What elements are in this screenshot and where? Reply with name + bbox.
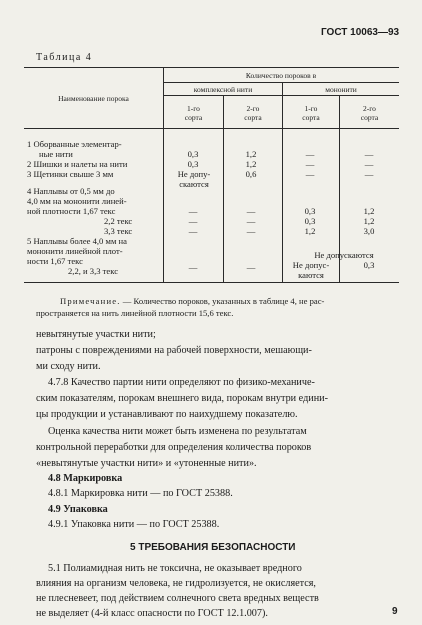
row1-value-c1: 0,3 — [187, 149, 199, 159]
row4c-value-c1: — — [188, 226, 198, 236]
row3-value-m2: — — [364, 169, 374, 179]
row3-value-m1: — — [305, 169, 315, 179]
subgroup-rule — [163, 95, 399, 96]
row4a-value-m2: 1,2 — [363, 206, 375, 216]
section5-line3: не плесневеет, под действием солнечного света вредных веществ — [36, 593, 319, 604]
row4b-value-c2: — — [246, 216, 256, 226]
row4b-value-m2: 1,2 — [363, 216, 375, 226]
row1-name-line2: ные нити — [39, 149, 73, 159]
text-line-p1: невытянутые участки нити; — [36, 329, 156, 340]
text-line-p2b: ми сходу нити. — [36, 361, 101, 372]
table-top-rule — [24, 67, 399, 68]
heading-4-9: 4.9 Упаковка — [48, 504, 108, 515]
row2-value-c2: 1,2 — [245, 159, 257, 169]
header-grade2-mono: 2-го сорта — [360, 104, 379, 122]
row4-name-line3: ной плотности 1,67 текс — [27, 206, 116, 216]
text-line-p4c: «невытянутые участки нити» и «утоненные нити». — [36, 458, 257, 469]
table-header-rule — [24, 128, 399, 129]
table-note-line2: пространяется на нить линейной плотности 15,6 текс. — [36, 308, 234, 318]
text-line-p3a: 4.7.8 Качество партии нити определяют по физико-механиче- — [48, 377, 315, 388]
row4c-value-m1: 1,2 — [304, 226, 316, 236]
row4-name-line5: 3,3 текс — [104, 226, 133, 236]
row1-value-m1: — — [305, 149, 315, 159]
row4c-value-m2: 3,0 — [363, 226, 375, 236]
table-bottom-rule — [24, 282, 399, 283]
document-id: ГОСТ 10063—93 — [321, 27, 400, 38]
header-complex-yarn: комплексной нити — [193, 85, 253, 94]
row4a-value-c2: — — [246, 206, 256, 216]
row2-value-m2: — — [364, 159, 374, 169]
row4c-value-c2: — — [246, 226, 256, 236]
text-line-p2a: патроны с повреждениями на рабочей поверхности, мешающи- — [36, 345, 312, 356]
text-line-491: 4.9.1 Упаковка нити — по ГОСТ 25388. — [48, 519, 220, 530]
row3-value-c1-line2: скаются — [179, 179, 209, 189]
text-line-p4b: контрольной переработки для определения количества пороков — [36, 442, 312, 453]
group-header-rule — [163, 82, 399, 83]
row1-value-m2: — — [364, 149, 374, 159]
row5-name-line3: ности 1,67 текс — [27, 256, 83, 266]
row5b-value-m1-line2: каются — [298, 270, 324, 280]
col-divider-complex-mono — [282, 82, 283, 282]
header-grade1-mono: 1-го сорта — [302, 104, 320, 122]
text-line-p3b: ским показателям, порокам внешнего вида, порокам внутри едини- — [36, 393, 329, 404]
row3-value-c2: 0,6 — [245, 169, 257, 179]
row5b-value-c1: — — [188, 262, 198, 272]
row1-name-line1: 1 Оборванные элементар- — [27, 139, 122, 149]
page-number: 9 — [392, 606, 398, 617]
row5-name-line1: 5 Наплывы более 4,0 мм на — [27, 236, 127, 246]
row3-value-c1-line1: Не допу- — [177, 169, 211, 179]
row5a-value-mono-span: Не допускаются — [314, 250, 374, 260]
text-line-p4a: Оценка качества нити может быть изменена по результатам — [48, 426, 307, 437]
header-monofilament: мононити — [325, 85, 357, 94]
section-5-title: 5 ТРЕБОВАНИЯ БЕЗОПАСНОСТИ — [130, 542, 296, 553]
row5-name-line4: 2,2, и 3,3 текс — [68, 266, 119, 276]
row2-name: 2 Шишки и налеты на нити — [27, 159, 128, 169]
row1-value-c2: 1,2 — [245, 149, 257, 159]
row4a-value-c1: — — [188, 206, 198, 216]
row4-name-line1: 4 Наплывы от 0,5 мм до — [27, 186, 115, 196]
header-grade2-complex: 2-го сорта — [244, 104, 262, 122]
text-line-p3c: цы продукции и устанавливают по наихудшему показателю. — [36, 409, 298, 420]
row4a-value-m1: 0,3 — [304, 206, 316, 216]
col-divider-name — [163, 67, 164, 282]
row2-value-m1: — — [305, 159, 315, 169]
row4b-value-c1: — — [188, 216, 198, 226]
header-defect-name: Наименование порока — [58, 94, 129, 103]
row5-name-line2: мононити линейной плот- — [27, 246, 123, 256]
table-caption: Таблица 4 — [36, 52, 93, 63]
text-line-481: 4.8.1 Маркировка нити — по ГОСТ 25388. — [48, 488, 233, 499]
row4-name-line2: 4,0 мм на мононити линей- — [27, 196, 127, 206]
section5-line1: 5.1 Полиамидная нить не токсична, не оказывает вредного — [48, 563, 302, 574]
section5-line2: влияния на организм человека, не гидролизуется, не окисляется, — [36, 578, 316, 589]
col-divider-complex-grades — [223, 95, 224, 282]
row5b-value-m1-line1: Не допус- — [292, 260, 330, 270]
row4-name-line4: 2,2 текс — [104, 216, 133, 226]
row4b-value-m1: 0,3 — [304, 216, 316, 226]
row5b-value-m2: 0,3 — [363, 260, 375, 270]
header-grade1-complex: 1-го сорта — [184, 104, 203, 122]
row3-name: 3 Щетинки свыше 3 мм — [27, 169, 114, 179]
row5b-value-c2: — — [246, 262, 256, 272]
table-note-line1: Примечание. — Количество пороков, указанных в таблице 4, не рас- — [60, 296, 325, 306]
heading-4-8: 4.8 Маркировка — [48, 473, 123, 484]
section5-line4: не выделяет (4-й класс опасности по ГОСТ 12.1.007). — [36, 608, 268, 619]
header-count-of-defects: Количество пороков в — [245, 71, 317, 80]
row2-value-c1: 0,3 — [187, 159, 199, 169]
